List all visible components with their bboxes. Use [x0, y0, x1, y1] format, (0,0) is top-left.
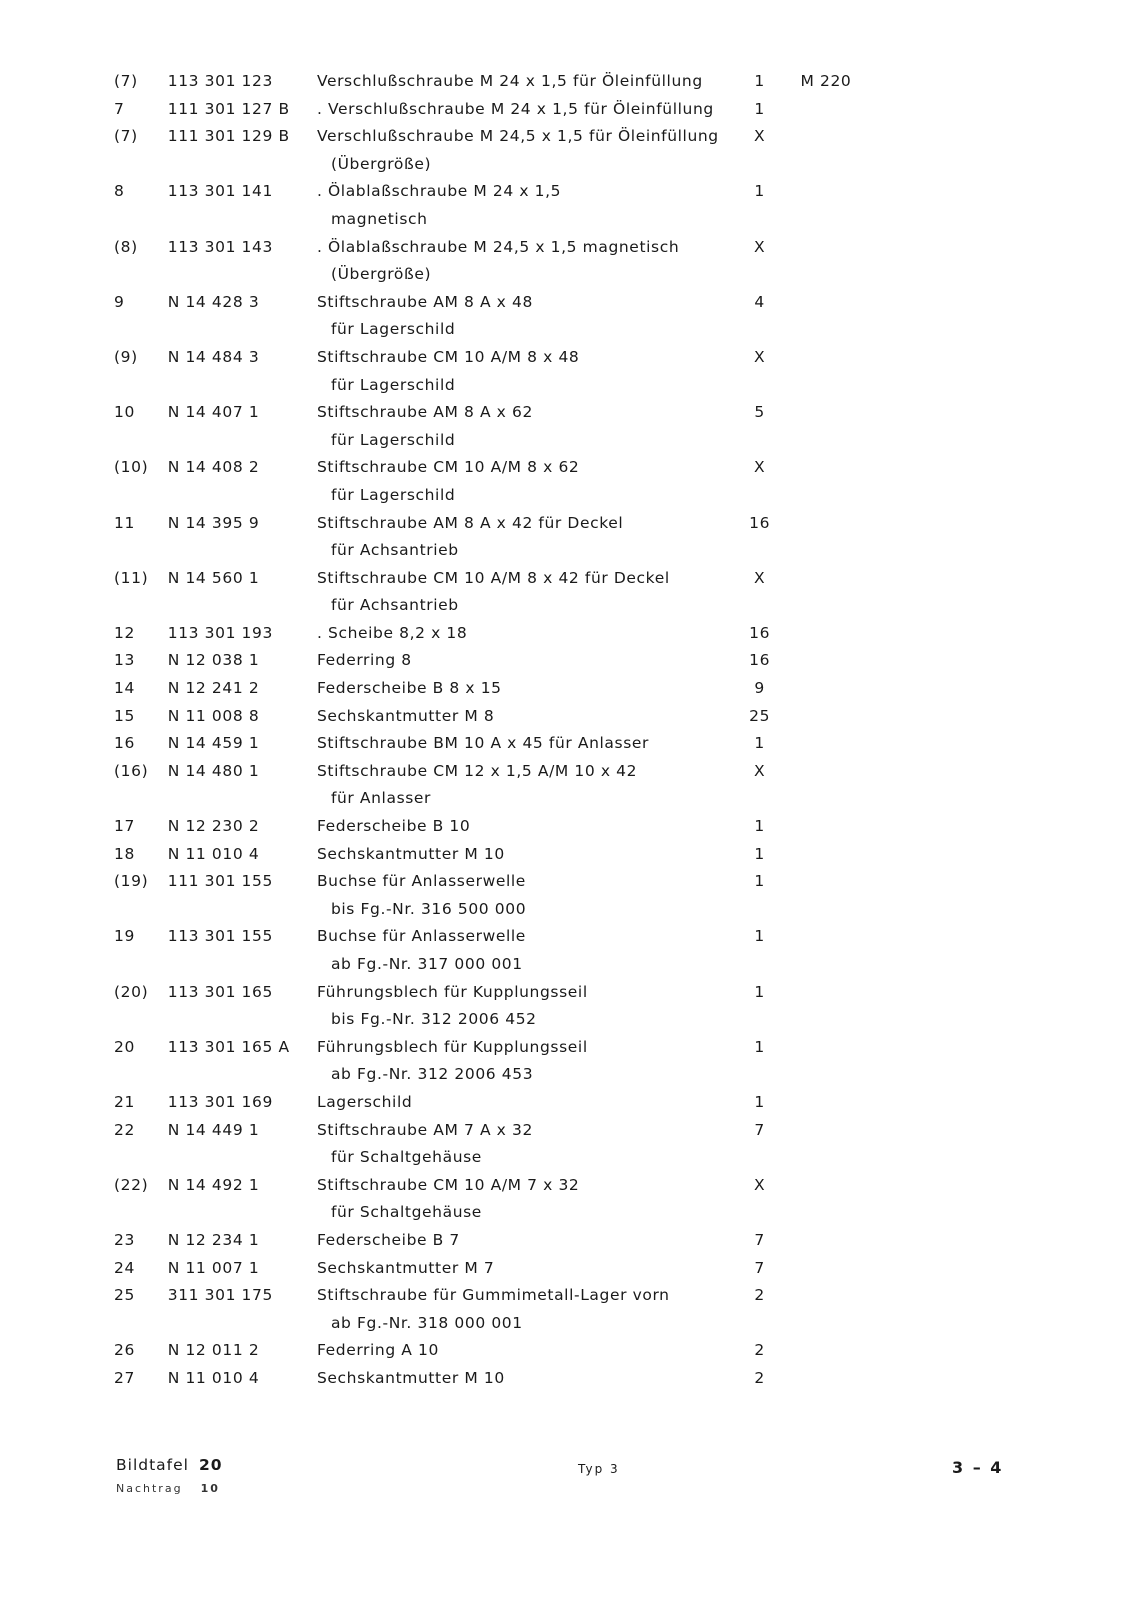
part-number: 311 301 175 — [167, 1286, 273, 1305]
quantity: 1 — [754, 99, 765, 118]
position-number: (7) — [114, 127, 138, 146]
part-description — [317, 565, 735, 620]
description-line: bis Fg.-Nr. 316 500 000 — [330, 899, 527, 918]
part-number: 113 301 165 A — [167, 1037, 290, 1056]
parts-row — [110, 565, 890, 620]
part-number: N 12 230 2 — [167, 817, 260, 836]
position-number: (9) — [114, 347, 138, 366]
description-line: für Achsantrieb — [330, 541, 459, 560]
description-line: Stiftschraube AM 7 A x 32 — [316, 1120, 533, 1139]
part-description — [317, 234, 735, 289]
quantity: 2 — [754, 1286, 765, 1305]
position-number: (20) — [114, 982, 149, 1001]
description-line: Buchse für Anlasserwelle — [316, 927, 526, 946]
description-line: für Schaltgehäuse — [330, 1148, 482, 1167]
parts-row — [110, 730, 890, 758]
description-line: ab Fg.-Nr. 312 2006 453 — [330, 1065, 534, 1084]
description-line: . Verschlußschraube M 24 x 1,5 für Öleinfüllung — [316, 99, 714, 118]
quantity: 5 — [754, 403, 765, 422]
description-line: Führungsblech für Kupplungsseil — [316, 982, 588, 1001]
model-code — [784, 344, 890, 372]
position-number: 27 — [114, 1368, 135, 1387]
parts-row — [110, 1255, 890, 1283]
parts-row — [110, 675, 890, 703]
quantity: 16 — [749, 513, 771, 532]
model-code — [784, 234, 890, 262]
description-line: für Lagerschild — [330, 485, 456, 504]
parts-row — [110, 178, 890, 233]
parts-row — [110, 703, 890, 731]
description-line: Stiftschraube für Gummimetall-Lager vorn — [316, 1286, 670, 1305]
part-description — [317, 703, 735, 731]
quantity: 1 — [754, 872, 765, 891]
description-line: Federring A 10 — [316, 1341, 439, 1360]
description-line: für Lagerschild — [330, 320, 456, 339]
quantity: 25 — [749, 706, 771, 725]
position-number: 12 — [114, 623, 135, 642]
part-description — [317, 510, 735, 565]
nachtrag-label: Nachtrag — [116, 1482, 183, 1495]
part-description — [317, 923, 735, 978]
model-code — [784, 454, 890, 482]
quantity: 7 — [754, 1258, 765, 1277]
part-description — [317, 68, 735, 96]
part-number: 113 301 169 — [167, 1092, 273, 1111]
model-code — [784, 758, 890, 786]
parts-row — [110, 454, 890, 509]
part-number: N 11 007 1 — [167, 1258, 260, 1277]
part-description — [317, 620, 735, 648]
part-description — [317, 1227, 735, 1255]
part-number: N 11 008 8 — [167, 706, 260, 725]
description-line: Federscheibe B 7 — [316, 1230, 460, 1249]
parts-row — [110, 1089, 890, 1117]
description-line: . Ölablaßschraube M 24 x 1,5 — [316, 182, 562, 201]
parts-row — [110, 234, 890, 289]
quantity: X — [754, 1175, 766, 1194]
parts-row — [110, 1034, 890, 1089]
position-number: 26 — [114, 1341, 135, 1360]
part-number: N 14 560 1 — [167, 568, 260, 587]
description-line: Stiftschraube BM 10 A x 45 für Anlasser — [316, 734, 649, 753]
part-number: 113 301 141 — [167, 182, 273, 201]
part-description — [317, 730, 735, 758]
quantity: 1 — [754, 1037, 765, 1056]
part-number: 113 301 193 — [167, 623, 273, 642]
position-number: 24 — [114, 1258, 135, 1277]
position-number: (8) — [114, 237, 138, 256]
description-line: Lagerschild — [316, 1092, 413, 1111]
parts-row — [110, 1227, 890, 1255]
description-line: (Übergröße) — [330, 154, 432, 173]
model-code — [784, 868, 890, 896]
model-code — [784, 1282, 890, 1310]
part-description — [317, 123, 735, 178]
part-description — [317, 813, 735, 841]
description-line: . Scheibe 8,2 x 18 — [316, 623, 468, 642]
bildtafel-line — [116, 1452, 223, 1478]
part-description — [317, 868, 735, 923]
parts-row — [110, 841, 890, 869]
part-number: N 14 492 1 — [167, 1175, 260, 1194]
position-number: 21 — [114, 1092, 135, 1111]
position-number: 23 — [114, 1230, 135, 1249]
description-line: ab Fg.-Nr. 318 000 001 — [330, 1313, 523, 1332]
description-line: Buchse für Anlasserwelle — [316, 872, 526, 891]
description-line: Stiftschraube CM 12 x 1,5 A/M 10 x 42 — [316, 761, 638, 780]
description-line: Stiftschraube CM 10 A/M 7 x 32 — [316, 1175, 580, 1194]
model-code — [784, 123, 890, 151]
parts-row — [110, 96, 890, 124]
description-line: Stiftschraube CM 10 A/M 8 x 62 — [316, 458, 580, 477]
description-line: Stiftschraube CM 10 A/M 8 x 48 — [316, 347, 580, 366]
position-number: (7) — [114, 72, 138, 90]
quantity: 2 — [754, 1341, 765, 1360]
quantity: 4 — [754, 292, 765, 311]
position-number: 7 — [114, 99, 125, 118]
description-line: Stiftschraube AM 8 A x 42 für Deckel — [316, 513, 624, 532]
description-line: ab Fg.-Nr. 317 000 001 — [330, 955, 523, 973]
description-line: Verschlußschraube M 24 x 1,5 für Öleinfüllung — [316, 72, 703, 90]
parts-row — [110, 510, 890, 565]
model-code — [784, 1365, 890, 1393]
description-line: Federscheibe B 10 — [316, 817, 471, 836]
model-code — [784, 565, 890, 593]
part-description — [317, 1255, 735, 1283]
position-number: 10 — [114, 403, 135, 422]
model-code — [784, 841, 890, 869]
part-description — [317, 178, 735, 233]
description-line: für Lagerschild — [330, 430, 456, 449]
position-number: (16) — [114, 761, 149, 780]
position-number: 17 — [114, 817, 135, 836]
position-number: (11) — [114, 568, 149, 587]
description-line: für Achsantrieb — [330, 596, 459, 615]
part-number: N 14 459 1 — [167, 734, 260, 753]
footer-left — [116, 1452, 223, 1500]
description-line: Stiftschraube AM 8 A x 48 — [316, 292, 533, 311]
position-number: 20 — [114, 1037, 135, 1056]
part-description — [317, 647, 735, 675]
position-number: (10) — [114, 458, 149, 477]
quantity: 1 — [754, 982, 765, 1001]
model-code — [784, 289, 890, 317]
model-code — [784, 510, 890, 538]
part-description — [317, 1089, 735, 1117]
position-number: 19 — [114, 927, 135, 946]
quantity: 16 — [749, 623, 771, 642]
position-number: 11 — [114, 513, 135, 532]
parts-table — [110, 68, 890, 1393]
quantity: X — [754, 761, 766, 780]
model-code — [784, 96, 890, 124]
position-number: 13 — [114, 651, 135, 670]
model-code — [784, 647, 890, 675]
model-code — [784, 703, 890, 731]
parts-row — [110, 620, 890, 648]
parts-row — [110, 868, 890, 923]
model-code — [784, 620, 890, 648]
quantity: 7 — [754, 1230, 765, 1249]
part-description — [317, 841, 735, 869]
quantity: X — [754, 568, 766, 587]
model-code — [784, 1089, 890, 1117]
model-code — [784, 1117, 890, 1145]
quantity: 1 — [754, 734, 765, 753]
part-number: N 14 428 3 — [167, 292, 260, 311]
part-description — [317, 399, 735, 454]
type-label: Typ 3 — [578, 1462, 620, 1476]
bildtafel-number: 20 — [198, 1456, 223, 1474]
position-number: 16 — [114, 734, 135, 753]
part-description — [317, 979, 735, 1034]
parts-row — [110, 1172, 890, 1227]
part-description — [317, 1282, 735, 1337]
description-line: Führungsblech für Kupplungsseil — [316, 1037, 588, 1056]
position-number: 9 — [114, 292, 125, 311]
part-description — [317, 1034, 735, 1089]
parts-row — [110, 1282, 890, 1337]
parts-row — [110, 647, 890, 675]
part-number: N 14 395 9 — [167, 513, 260, 532]
description-line: Stiftschraube AM 8 A x 62 — [316, 403, 533, 422]
description-line: Sechskantmutter M 7 — [316, 1258, 495, 1277]
description-line: Federring 8 — [316, 651, 412, 670]
quantity: 1 — [754, 817, 765, 836]
part-number: N 12 241 2 — [167, 679, 260, 698]
part-number: N 14 480 1 — [167, 761, 260, 780]
description-line: (Übergröße) — [330, 265, 432, 284]
model-code — [784, 979, 890, 1007]
position-number: 25 — [114, 1286, 135, 1305]
parts-row — [110, 289, 890, 344]
part-description — [317, 1117, 735, 1172]
part-number: N 14 408 2 — [167, 458, 260, 477]
model-code — [784, 1172, 890, 1200]
part-number: N 11 010 4 — [167, 1368, 260, 1387]
bildtafel-label: Bildtafel — [116, 1456, 189, 1474]
parts-row — [110, 758, 890, 813]
parts-row — [110, 923, 890, 978]
parts-row — [110, 813, 890, 841]
quantity: 9 — [754, 679, 765, 698]
part-number: 113 301 123 — [167, 72, 273, 90]
parts-row — [110, 123, 890, 178]
parts-row — [110, 68, 890, 96]
position-number: 14 — [114, 679, 135, 698]
description-line: Stiftschraube CM 10 A/M 8 x 42 für Deckel — [316, 568, 670, 587]
quantity: 1 — [754, 927, 765, 946]
part-number: 113 301 165 — [167, 982, 273, 1001]
model-code — [784, 730, 890, 758]
part-description — [317, 1365, 735, 1393]
description-line: magnetisch — [330, 209, 428, 228]
description-line: Sechskantmutter M 10 — [316, 1368, 505, 1387]
parts-row — [110, 1117, 890, 1172]
part-description — [317, 1172, 735, 1227]
nachtrag-number: 10 — [200, 1482, 220, 1495]
parts-row — [110, 1365, 890, 1393]
parts-row — [110, 399, 890, 454]
quantity: 16 — [749, 651, 771, 670]
model-code — [784, 675, 890, 703]
model-code — [784, 1337, 890, 1365]
model-code: M 220 — [800, 72, 852, 90]
quantity: 1 — [754, 182, 765, 201]
quantity: X — [754, 347, 766, 366]
part-number: N 14 449 1 — [167, 1120, 260, 1139]
position-number: 22 — [114, 1120, 135, 1139]
part-description — [317, 454, 735, 509]
part-number: N 12 011 2 — [167, 1341, 260, 1360]
description-line: Federscheibe B 8 x 15 — [316, 679, 502, 698]
position-number: (22) — [114, 1175, 149, 1194]
position-number: 18 — [114, 844, 135, 863]
part-number: 111 301 155 — [167, 872, 273, 891]
part-number: N 11 010 4 — [167, 844, 260, 863]
part-description — [317, 344, 735, 399]
description-line: . Ölablaßschraube M 24,5 x 1,5 magnetisch — [316, 237, 680, 256]
part-number: 113 301 155 — [167, 927, 273, 946]
part-description — [317, 96, 735, 124]
description-line: für Schaltgehäuse — [330, 1203, 482, 1222]
quantity: 7 — [754, 1120, 765, 1139]
description-line: Sechskantmutter M 8 — [316, 706, 495, 725]
parts-row — [110, 344, 890, 399]
model-code — [784, 1034, 890, 1062]
part-number: 111 301 127 B — [167, 99, 290, 118]
parts-row — [110, 979, 890, 1034]
nachtrag-line — [116, 1478, 223, 1500]
quantity: X — [754, 458, 766, 477]
quantity: 1 — [754, 72, 765, 90]
position-number: (19) — [114, 872, 149, 891]
model-code — [784, 1255, 890, 1283]
part-number: 111 301 129 B — [167, 127, 290, 146]
part-number: N 14 407 1 — [167, 403, 260, 422]
description-line: Sechskantmutter M 10 — [316, 844, 505, 863]
description-line: für Anlasser — [330, 789, 432, 808]
part-number: N 12 234 1 — [167, 1230, 260, 1249]
page-number: 3 – 4 — [952, 1458, 1004, 1477]
part-description — [317, 289, 735, 344]
description-line: für Lagerschild — [330, 375, 456, 394]
description-line: bis Fg.-Nr. 312 2006 452 — [330, 1010, 537, 1029]
position-number: 8 — [114, 182, 125, 201]
model-code — [784, 178, 890, 206]
description-line: Verschlußschraube M 24,5 x 1,5 für Öleinfüllung — [316, 127, 719, 146]
quantity: 2 — [754, 1368, 765, 1387]
parts-row — [110, 1337, 890, 1365]
part-number: N 12 038 1 — [167, 651, 260, 670]
part-description — [317, 1337, 735, 1365]
model-code — [784, 1227, 890, 1255]
quantity: X — [754, 127, 766, 146]
quantity: X — [754, 237, 766, 256]
part-description — [317, 675, 735, 703]
position-number: 15 — [114, 706, 135, 725]
quantity: 1 — [754, 1092, 765, 1111]
quantity: 1 — [754, 844, 765, 863]
part-description — [317, 758, 735, 813]
part-number: N 14 484 3 — [167, 347, 260, 366]
model-code — [784, 813, 890, 841]
model-code — [784, 923, 890, 951]
part-number: 113 301 143 — [167, 237, 273, 256]
model-code — [784, 399, 890, 427]
